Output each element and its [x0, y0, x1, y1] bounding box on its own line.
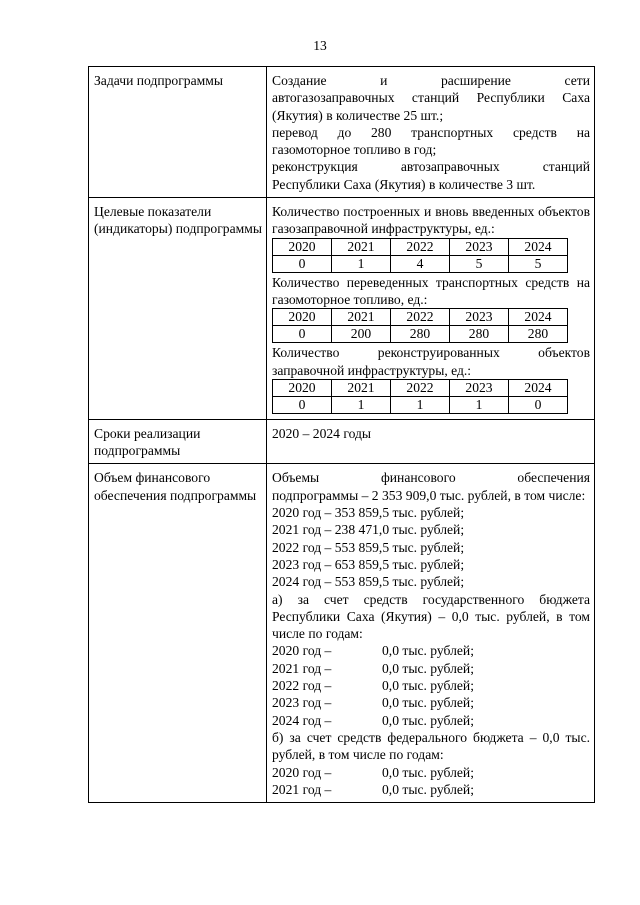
year-cell: 2020	[273, 309, 332, 326]
year-label: 2020 год –	[272, 764, 332, 780]
value-cell: 280	[450, 326, 509, 343]
tasks-line: реконструкция автозаправочных станций	[272, 159, 590, 175]
amount: 0,0 тыс. рублей;	[382, 781, 474, 797]
value-cell: 0	[273, 326, 332, 343]
finance-year-line	[272, 677, 590, 694]
indicator-1-text: Количество построенных и вновь введенных объектов газозаправочной инфраструктуры, ед.:	[272, 204, 590, 237]
value-cell: 280	[509, 326, 568, 343]
year-label: 2024 год –	[272, 712, 332, 728]
finance-year-line	[272, 642, 590, 659]
finance-value	[267, 464, 595, 803]
finance-intro: Объемы финансового обеспечения	[272, 470, 590, 486]
year-cell: 2021	[332, 238, 391, 255]
finance-intro-cont: подпрограммы – 2 353 909,0 тыс. рублей, в том числе:	[272, 487, 586, 503]
year-cell: 2023	[450, 309, 509, 326]
page-number: 13	[313, 38, 327, 53]
tasks-line: перевод до 280 транспортных средств на	[272, 124, 590, 140]
tasks-label: Задачи подпрограммы	[89, 67, 267, 198]
finance-total-line: 2021 год – 238 471,0 тыс. рублей;	[272, 522, 465, 538]
year-cell: 2022	[391, 379, 450, 396]
finance-year-line	[272, 781, 590, 798]
value-cell: 5	[509, 255, 568, 272]
finance-regional-budget: а) за счет средств государственного бюджета Республики Саха (Якутия) – 0,0 тыс. рублей, в том числе по годам:	[272, 591, 590, 642]
indicators-row	[89, 198, 595, 420]
value-cell: 0	[273, 396, 332, 413]
year-label: 2023 год –	[272, 695, 332, 711]
finance-total-line: 2023 год – 653 859,5 тыс. рублей;	[272, 556, 465, 572]
indicator-1-table	[272, 238, 568, 273]
finance-total-line: 2022 год – 553 859,5 тыс. рублей;	[272, 539, 465, 555]
year-label: 2022 год –	[272, 678, 332, 694]
year-cell: 2024	[509, 238, 568, 255]
finance-row	[89, 464, 595, 803]
year-cell: 2020	[273, 238, 332, 255]
year-label: 2021 год –	[272, 781, 332, 797]
tasks-line: Республики Саха (Якутия) в количестве 3 шт.	[272, 176, 536, 192]
indicator-2-table	[272, 308, 568, 343]
year-cell: 2024	[509, 379, 568, 396]
year-cell: 2021	[332, 379, 391, 396]
tasks-line: Создание и расширение сети	[272, 73, 590, 88]
amount: 0,0 тыс. рублей;	[382, 678, 474, 694]
indicator-3-text-cont: заправочной инфраструктуры, ед.:	[272, 362, 472, 378]
tasks-row	[89, 67, 595, 198]
terms-value: 2020 – 2024 годы	[267, 419, 595, 464]
year-cell: 2022	[391, 238, 450, 255]
value-cell: 200	[332, 326, 391, 343]
subprogram-passport-table	[88, 66, 595, 803]
year-label: 2020 год –	[272, 643, 332, 659]
finance-label: Объем финансового обеспечения подпрограммы	[89, 464, 267, 803]
tasks-line: газомоторное топливо в год;	[272, 142, 437, 158]
amount: 0,0 тыс. рублей;	[382, 695, 474, 711]
terms-label: Сроки реализации подпрограммы	[89, 419, 267, 464]
value-cell: 0	[273, 255, 332, 272]
indicators-value	[267, 198, 595, 420]
value-cell: 1	[391, 396, 450, 413]
indicator-3-table	[272, 379, 568, 414]
finance-total-line: 2024 год – 553 859,5 тыс. рублей;	[272, 574, 465, 590]
amount: 0,0 тыс. рублей;	[382, 764, 474, 780]
terms-row	[89, 419, 595, 464]
tasks-line: автогазозаправочных станций Республики Саха (Якутия) в количестве 25 шт.;	[272, 90, 590, 123]
year-cell: 2020	[273, 379, 332, 396]
value-cell: 0	[509, 396, 568, 413]
indicators-label: Целевые показатели (индикаторы) подпрограммы	[89, 198, 267, 420]
amount: 0,0 тыс. рублей;	[382, 712, 474, 728]
year-label: 2021 год –	[272, 660, 332, 676]
value-cell: 1	[332, 396, 391, 413]
value-cell: 5	[450, 255, 509, 272]
finance-year-line	[272, 712, 590, 729]
finance-year-line	[272, 764, 590, 781]
year-cell: 2023	[450, 379, 509, 396]
value-cell: 4	[391, 255, 450, 272]
finance-total-line: 2020 год – 353 859,5 тыс. рублей;	[272, 505, 465, 521]
finance-year-line	[272, 694, 590, 711]
finance-federal-budget: б) за счет средств федерального бюджета – 0,0 тыс. рублей, в том числе по годам:	[272, 729, 590, 763]
year-cell: 2023	[450, 238, 509, 255]
tasks-value	[267, 67, 595, 198]
value-cell: 1	[450, 396, 509, 413]
indicator-3-text: Количество реконструированных объектов	[272, 345, 590, 361]
year-cell: 2021	[332, 309, 391, 326]
finance-year-line	[272, 660, 590, 677]
amount: 0,0 тыс. рублей;	[382, 660, 474, 676]
year-cell: 2024	[509, 309, 568, 326]
amount: 0,0 тыс. рублей;	[382, 643, 474, 659]
value-cell: 280	[391, 326, 450, 343]
year-cell: 2022	[391, 309, 450, 326]
value-cell: 1	[332, 255, 391, 272]
indicator-2-text: Количество переведенных транспортных средств на газомоторное топливо, ед.:	[272, 274, 590, 307]
